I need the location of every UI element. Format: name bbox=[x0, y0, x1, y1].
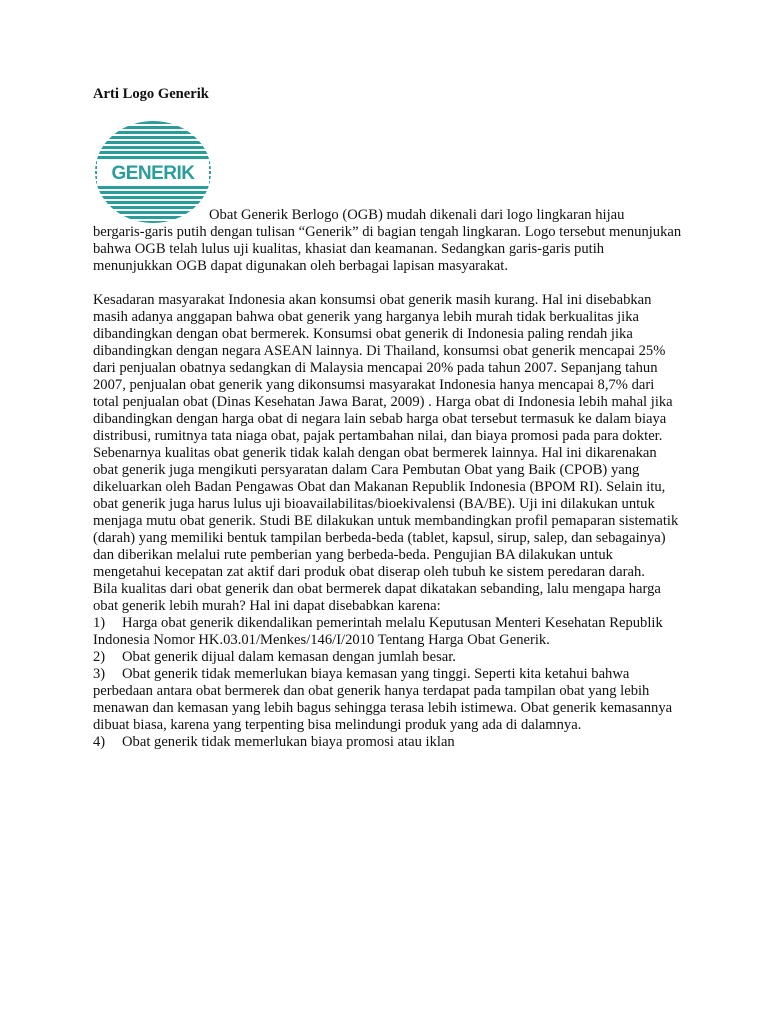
generik-logo bbox=[93, 120, 213, 224]
paragraph-question: Bila kualitas dari obat generik dan obat bermerek dapat dikatakan sebanding, lalu mengapa harga obat generik lebih murah? Hal ini dapat disebabkan karena: bbox=[93, 581, 661, 614]
logo-stripe bbox=[93, 216, 213, 219]
list-item: 1) Harga obat generik dikendalikan pemerintah melalu Keputusan Menteri Kesehatan Republik Indonesia Nomor HK.03.01/Menkes/146/I/2010 Tentang Harga Obat Generik. bbox=[93, 615, 663, 648]
logo-stripe bbox=[93, 136, 213, 139]
logo-stripe bbox=[93, 196, 213, 199]
logo-stripe bbox=[93, 141, 213, 144]
paragraph-awareness: Kesadaran masyarakat Indonesia akan konsumsi obat generik masih kurang. Hal ini disebabkan masih adanya anggapan bahwa obat generik yang harganya lebih murah tidak berkualitas jika dibandingkan dengan obat bermerek. Konsumsi obat generik di Indonesia paling rendah jika dibandingkan dengan negara ASEAN lainnya. Di Thailand, konsumsi obat generik mencapai 25% dari penjualan obatnya sedangkan di Malaysia mencapai 20% pada tahun 2007. Sepanjang tahun 2007, penjualan obat generik yang dikonsumsi masyarakat Indonesia hanya mencapai 8,7% dari total penjualan obat (Dinas Kesehatan Jawa Barat, 2009) . Harga obat di Indonesia lebih mahal jika dibandingkan dengan harga obat di negara lain sebab harga obat tersebut termasuk ke dalam biaya distribusi, rumitnya tata niaga obat, pajak pertambahan nilai, dan biaya promosi pada para dokter. bbox=[93, 292, 673, 444]
logo-stripe bbox=[93, 211, 213, 214]
intro-paragraph: bergaris-garis putih dengan tulisan “Generik” di bagian tengah lingkaran. Logo tersebut menunjukan bahwa OGB telah lulus uji kualitas, khasiat dan keamanan. Sedangkan garis-garis putih menunjukkan OGB dapat digunakan oleh berbagai lapisan masyarakat. bbox=[93, 224, 682, 274]
logo-stripe bbox=[93, 126, 213, 129]
logo-stripe bbox=[93, 131, 213, 134]
list-item: 3) Obat generik tidak memerlukan biaya kemasan yang tinggi. Seperti kita ketahui bahwa perbedaan antara obat bermerek dan obat generik hanya terdapat pada tampilan obat yang lebih menawan dan kemasan yang lebih bagus sehingga terasa lebih istimewa. Obat generik kemasannya dibuat biasa, karena yang terpenting bisa melindungi produk yang ada di dalamnya. bbox=[93, 666, 673, 733]
logo-row bbox=[93, 120, 683, 224]
document-page bbox=[93, 86, 683, 751]
logo-stripe bbox=[93, 206, 213, 209]
logo-stripe bbox=[93, 201, 213, 204]
reasons-list bbox=[93, 615, 683, 751]
paragraph-quality: Sebenarnya kualitas obat generik tidak kalah dengan obat bermerek lainnya. Hal ini dikarenakan obat generik juga mengikuti persyaratan dalam Cara Pembutan Obat yang Baik (CPOB) yang dikeluarkan oleh Badan Pengawas Obat dan Makanan Republik Indonesia (BPOM RI). Selain itu, obat generik juga harus lulus uji bioavailabilitas/bioekivalensi (BA/BE). Uji ini dilakukan untuk menjaga mutu obat generik. Studi BE dilakukan untuk membandingkan profil pemaparan sistematik (darah) yang memiliki bentuk tampilan berbeda-beda (tablet, kapsul, sirup, salep, dan sebagainya) dan diberikan melalui rute pemberian yang berbeda-beda. Pengujian BA dilakukan untuk mengetahui kecepatan zat aktif dari produk obat diserap oleh tubuh ke sistem peredaran darah. bbox=[93, 445, 679, 580]
list-item: 4) Obat generik tidak memerlukan biaya promosi atau iklan bbox=[93, 734, 455, 750]
logo-text: GENERIK bbox=[111, 163, 195, 184]
logo-stripe bbox=[93, 186, 213, 189]
logo-stripe bbox=[93, 151, 213, 154]
logo-stripe bbox=[93, 121, 213, 124]
document-title: Arti Logo Generik bbox=[93, 86, 209, 102]
intro-first-line: Obat Generik Berlogo (OGB) mudah dikenali dari logo lingkaran hijau bbox=[209, 207, 625, 223]
paragraph-gap bbox=[93, 275, 683, 292]
logo-stripe bbox=[93, 146, 213, 149]
logo-stripe bbox=[93, 191, 213, 194]
list-item: 2) Obat generik dijual dalam kemasan dengan jumlah besar. bbox=[93, 649, 456, 665]
logo-stripe bbox=[93, 156, 213, 159]
logo-stripe bbox=[93, 221, 213, 224]
